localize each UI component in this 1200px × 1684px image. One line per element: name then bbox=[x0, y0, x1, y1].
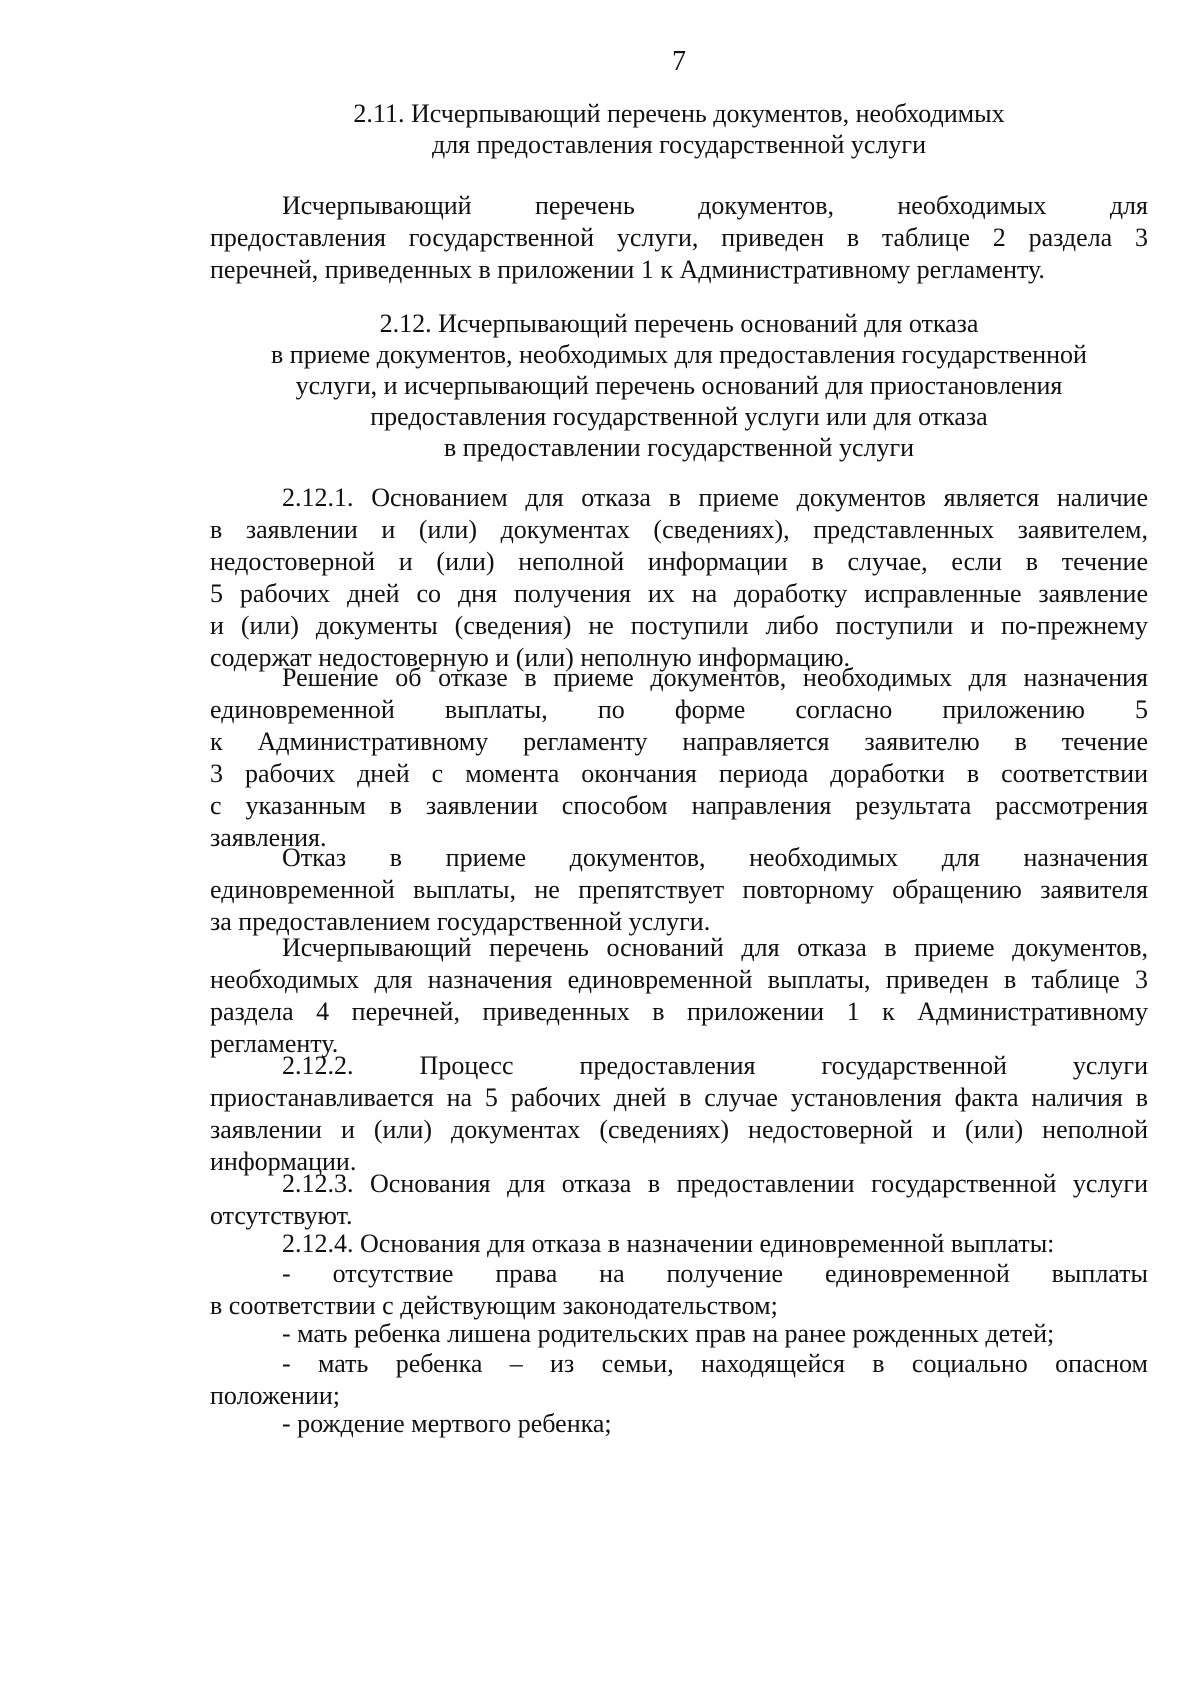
text-line: - мать ребенка – из семьи, находящейся в социально опасном bbox=[282, 1349, 1148, 1378]
text-line: с указанным в заявлении способом направления результата рассмотрения bbox=[210, 791, 1148, 820]
text-line: 5 рабочих дней со дня получения их на доработку исправленные заявление bbox=[210, 579, 1148, 608]
paragraph-grounds-list bbox=[210, 932, 1148, 1060]
text-line: 3 рабочих дней с момента окончания периода доработки в соответствии bbox=[210, 759, 1148, 788]
paragraph-2-12-2 bbox=[210, 1050, 1148, 1178]
text-line: 2.12.1. Основанием для отказа в приеме документов является наличие bbox=[282, 483, 1148, 512]
text-line: - рождение мертвого ребенка; bbox=[282, 1409, 612, 1438]
heading-line: в предоставлении государственной услуги bbox=[443, 433, 915, 462]
text-line: раздела 4 перечней, приведенных в приложении 1 к Административному bbox=[210, 997, 1148, 1026]
heading-line: для предоставления государственной услуги bbox=[431, 130, 927, 159]
text-line: Исчерпывающий перечень документов, необходимых для bbox=[282, 191, 1148, 220]
paragraph-refusal-decision bbox=[210, 662, 1148, 854]
text-line: Исчерпывающий перечень оснований для отказа в приеме документов, bbox=[282, 933, 1148, 962]
heading-line: в приеме документов, необходимых для предоставления государственной bbox=[271, 340, 1087, 369]
paragraph-refusal-no-obstacle bbox=[210, 842, 1148, 938]
text-line: 2.12.4. Основания для отказа в назначении единовременной выплаты: bbox=[282, 1229, 1055, 1258]
text-line: Решение об отказе в приеме документов, необходимых для назначения bbox=[282, 663, 1148, 692]
paragraph-2-12-4 bbox=[210, 1228, 1148, 1260]
text-line: - мать ребенка лишена родительских прав на ранее рожденных детей; bbox=[282, 1319, 1055, 1348]
text-line: - отсутствие права на получение единовременной выплаты bbox=[282, 1259, 1148, 1288]
text-line: в соответствии с действующим законодательством; bbox=[210, 1291, 778, 1320]
heading-line: предоставления государственной услуги или для отказа bbox=[370, 402, 988, 431]
heading-line: 2.12. Исчерпывающий перечень оснований для отказа bbox=[379, 309, 979, 338]
text-line: заявлении и (или) документах (сведениях) недостоверной и (или) неполной bbox=[210, 1115, 1148, 1144]
text-line: к Административному регламенту направляется заявителю в течение bbox=[210, 727, 1148, 756]
text-line: предоставления государственной услуги, приведен в таблице 2 раздела 3 bbox=[210, 223, 1148, 252]
text-line: и (или) документы (сведения) не поступили либо поступили и по-прежнему bbox=[210, 611, 1148, 640]
heading-line: 2.11. Исчерпывающий перечень документов, необходимых bbox=[353, 99, 1005, 128]
text-line: заявления. bbox=[210, 823, 327, 852]
text-line: в заявлении и (или) документах (сведениях), представленных заявителем, bbox=[210, 515, 1148, 544]
section-2-11-heading bbox=[210, 98, 1148, 160]
text-line: перечней, приведенных в приложении 1 к Административному регламенту. bbox=[210, 255, 1045, 284]
text-line: регламенту. bbox=[210, 1029, 339, 1058]
list-item bbox=[210, 1258, 1148, 1322]
section-2-12-heading bbox=[210, 308, 1148, 463]
text-line: за предоставлением государственной услуги. bbox=[210, 907, 711, 936]
text-line: необходимых для назначения единовременной выплаты, приведен в таблице 3 bbox=[210, 965, 1148, 994]
text-line: 2.12.3. Основания для отказа в предоставлении государственной услуги bbox=[282, 1169, 1148, 1198]
heading-line: услуги, и исчерпывающий перечень оснований для приостановления bbox=[295, 371, 1063, 400]
page-number: 7 bbox=[672, 46, 686, 77]
text-line: приостанавливается на 5 рабочих дней в случае установления факта наличия в bbox=[210, 1083, 1148, 1112]
paragraph-2-12-3 bbox=[210, 1168, 1148, 1232]
text-line: положении; bbox=[210, 1381, 341, 1410]
list-item bbox=[210, 1408, 1148, 1440]
list-item bbox=[210, 1318, 1148, 1350]
text-line: отсутствуют. bbox=[210, 1201, 353, 1230]
text-line: единовременной выплаты, не препятствует повторному обращению заявителя bbox=[210, 875, 1148, 904]
text-line: 2.12.2. Процесс предоставления государственной услуги bbox=[282, 1051, 1148, 1080]
list-item bbox=[210, 1348, 1148, 1412]
text-line: недостоверной и (или) неполной информации в случае, если в течение bbox=[210, 547, 1148, 576]
text-line: Отказ в приеме документов, необходимых для назначения bbox=[282, 843, 1148, 872]
paragraph-2-12-1 bbox=[210, 482, 1148, 674]
text-line: содержат недостоверную и (или) неполную информацию. bbox=[210, 643, 851, 672]
section-2-11-body bbox=[210, 190, 1148, 286]
text-line: информации. bbox=[210, 1147, 357, 1176]
text-line: единовременной выплаты, по форме согласно приложению 5 bbox=[210, 695, 1148, 724]
